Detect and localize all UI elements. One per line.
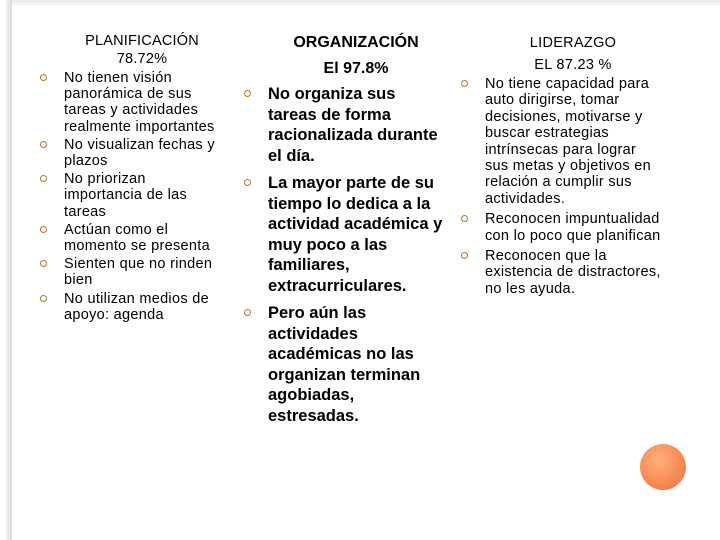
list-item-text: La mayor parte de su tiempo lo dedica a la actividad académica y muy poco a las familiares, extracurriculares. [268,174,443,295]
organizacion-percent: El 97.8% [323,60,389,77]
bullet-icon [40,226,47,233]
planificacion-heading [40,32,220,68]
bullet-icon [461,80,468,87]
organizacion-title: ORGANIZACIÓN [293,34,419,51]
list-item [40,171,220,220]
list-item-text: No visualizan fechas y plazos [64,136,215,170]
list-item [40,256,220,288]
list-item [244,173,444,296]
bullet-icon [244,179,251,186]
list-item [40,137,220,169]
list-item [461,76,661,207]
bullet-icon [40,295,47,302]
slide-left-border [6,0,12,540]
list-item [244,84,444,166]
list-item-text: Pero aún las actividades académicas no las organizan terminan agobiadas, estresadas. [268,304,421,425]
liderazgo-list [461,76,661,297]
liderazgo-title: LIDERAZGO [529,35,617,51]
bullet-icon [40,175,47,182]
list-item-text: No tienen visión panorámica de sus tareas y actividades realmente importantes [64,70,215,135]
list-item [40,70,220,135]
list-item-text: No organiza sus tareas de forma racionalizada durante el día. [268,85,438,165]
liderazgo-heading [461,32,661,76]
planificacion-title: PLANIFICACIÓN [85,33,199,49]
planificacion-column [40,0,220,325]
bullet-icon [40,74,47,81]
list-item-text: Reconocen impuntualidad con lo poco que planifican [485,211,661,244]
list-item-text: No priorizan importancia de las tareas [64,171,188,220]
orange-circle-decoration [640,444,686,490]
planificacion-list [40,70,220,323]
planificacion-percent: 78.72% [116,51,168,67]
liderazgo-column [461,0,661,301]
organizacion-column [244,0,444,433]
list-item [40,222,220,254]
bullet-icon [40,141,47,148]
list-item [461,248,661,297]
bullet-icon [244,309,251,316]
list-item-text: Actúan como el momento se presenta [64,221,210,255]
liderazgo-percent: EL 87.23 % [534,57,612,73]
list-item [244,303,444,426]
bullet-icon [461,252,468,259]
list-item-text: Sienten que no rinden bien [64,256,213,289]
bullet-icon [40,260,47,267]
list-item [461,211,661,244]
list-item-text: No utilizan medios de apoyo: agenda [64,290,209,323]
bullet-icon [461,215,468,222]
organizacion-heading [244,30,444,82]
list-item-text: Reconocen que la existencia de distractores, no les ayuda. [485,248,661,297]
list-item [40,291,220,323]
list-item-text: No tiene capacidad para auto dirigirse, tomar decisiones, motivarse y buscar estrategias intrínsecas para lograr sus metas y objetivos en relación a cumplir sus actividades. [485,76,651,207]
organizacion-list [244,84,444,426]
bullet-icon [244,90,251,97]
